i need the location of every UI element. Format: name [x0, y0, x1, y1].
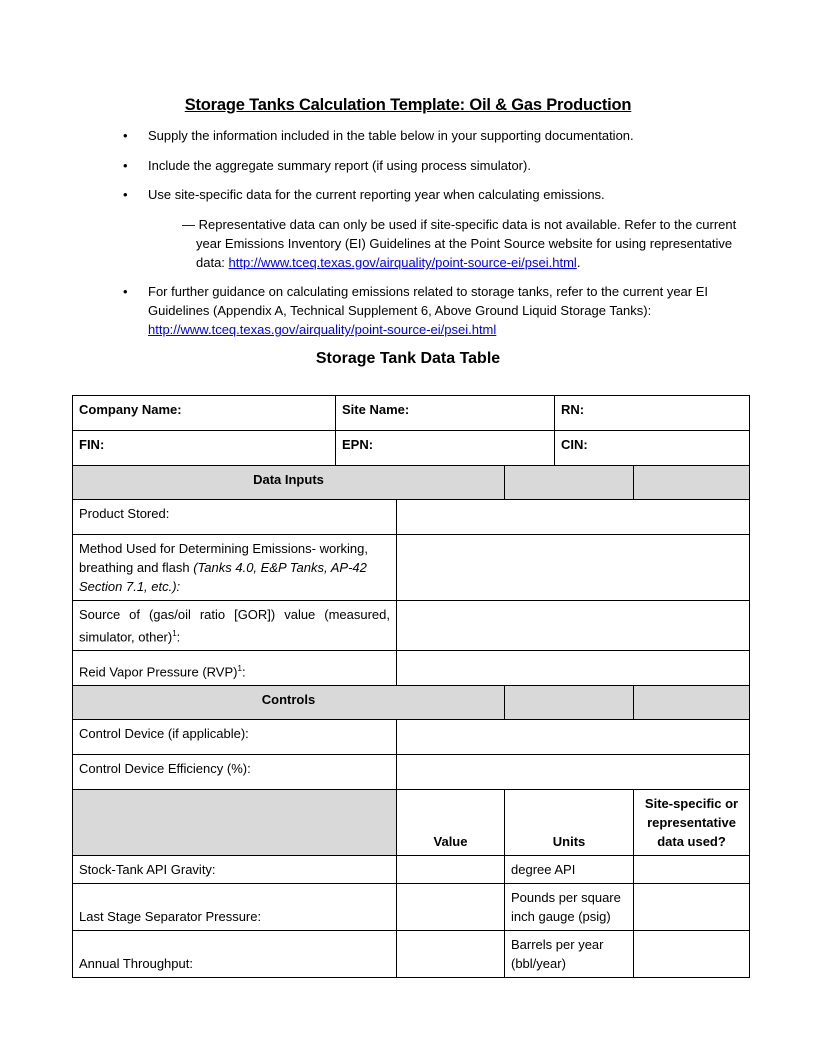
bullet-icon: •	[123, 187, 128, 202]
separator-pressure-source-input[interactable]	[634, 884, 750, 931]
table-row	[73, 931, 750, 978]
dash-icon: —	[182, 217, 195, 232]
product-stored-label: Product Stored:	[73, 500, 397, 535]
method-input[interactable]	[397, 535, 750, 601]
cin-field[interactable]: CIN:	[555, 431, 750, 466]
shade-cell	[634, 466, 750, 500]
sub-bullet-text: Representative data can only be used if site-specific data is not available. Refer to the current year Emissions Inventory (EI) Guidelines at the Point Source website for using representative data:	[196, 217, 737, 270]
api-gravity-units: degree API	[505, 856, 634, 884]
rvp-input[interactable]	[397, 651, 750, 686]
value-column-header: Value	[397, 790, 505, 856]
table-row	[73, 431, 750, 466]
section-header-controls	[73, 686, 750, 720]
control-efficiency-input[interactable]	[397, 755, 750, 790]
method-text: Method Used for Determining Emissions- working, breathing and flash	[79, 541, 368, 575]
site-name-field[interactable]: Site Name:	[336, 396, 555, 431]
source-gor-input[interactable]	[397, 601, 750, 651]
sub-bullet-period: .	[576, 255, 581, 270]
annual-throughput-source-input[interactable]	[634, 931, 750, 978]
method-label	[73, 535, 397, 601]
bullet-icon: •	[123, 128, 128, 143]
bullet-text: For further guidance on calculating emissions related to storage tanks, refer to the current year EI Guidelines (Appendix A, Technical Supplement 6, Above Ground Liquid Storage Tanks):	[148, 284, 709, 318]
company-name-field[interactable]: Company Name:	[73, 396, 336, 431]
bullet-item	[120, 185, 605, 204]
method-examples: (Tanks 4.0, E&P Tanks, AP-42 Section 7.1, etc.):	[79, 560, 367, 594]
bullet-icon: •	[123, 158, 128, 173]
psei-link[interactable]: http://www.tceq.texas.gov/airquality/point-source-ei/psei.html	[228, 255, 577, 270]
document-title: Storage Tanks Calculation Template: Oil & Gas Production	[184, 96, 632, 114]
table-row	[73, 500, 750, 535]
shade-cell	[505, 466, 634, 500]
site-specific-column-header: Site-specific or representative data used?	[634, 790, 750, 856]
rvp-label: Reid Vapor Pressure (RVP)$^1$:	[73, 651, 397, 686]
bullet-text: Use site-specific data for the current reporting year when calculating emissions.	[148, 187, 605, 202]
bullet-icon: •	[123, 284, 128, 299]
bullet-item	[120, 126, 634, 145]
table-row	[73, 601, 750, 651]
rn-field[interactable]: RN:	[555, 396, 750, 431]
guidelines-link[interactable]: http://www.tceq.texas.gov/airquality/point-source-ei/psei.html	[148, 322, 497, 337]
bullet-item	[120, 156, 531, 175]
separator-pressure-label: Last Stage Separator Pressure:	[73, 884, 397, 931]
shade-cell	[505, 686, 634, 720]
table-row	[73, 856, 750, 884]
column-header-row	[73, 790, 750, 856]
controls-heading: Controls	[73, 686, 505, 720]
bullet-item	[120, 282, 760, 339]
annual-throughput-label: Annual Throughput:	[73, 931, 397, 978]
api-gravity-label: Stock-Tank API Gravity:	[73, 856, 397, 884]
table-row	[73, 884, 750, 931]
table-row	[73, 755, 750, 790]
table-row	[73, 720, 750, 755]
units-column-header: Units	[505, 790, 634, 856]
table-row	[73, 535, 750, 601]
table-title: Storage Tank Data Table	[315, 350, 501, 367]
table-row	[73, 396, 750, 431]
control-efficiency-label: Control Device Efficiency (%):	[73, 755, 397, 790]
separator-pressure-value-input[interactable]	[397, 884, 505, 931]
api-gravity-source-input[interactable]	[634, 856, 750, 884]
section-header-data-inputs	[73, 466, 750, 500]
shade-cell	[634, 686, 750, 720]
fin-field[interactable]: FIN:	[73, 431, 336, 466]
annual-throughput-value-input[interactable]	[397, 931, 505, 978]
annual-throughput-units: Barrels per year (bbl/year)	[505, 931, 634, 978]
sub-bullet-item	[172, 215, 752, 272]
separator-pressure-units: Pounds per square inch gauge (psig)	[505, 884, 634, 931]
bullet-text: Supply the information included in the table below in your supporting documentation.	[148, 128, 634, 143]
epn-field[interactable]: EPN:	[336, 431, 555, 466]
source-gor-label: Source of (gas/oil ratio [GOR]) value (measured, simulator, other)$^1$:	[73, 601, 397, 651]
bullet-text: Include the aggregate summary report (if using process simulator).	[148, 158, 531, 173]
data-inputs-heading: Data Inputs	[73, 466, 505, 500]
control-device-label: Control Device (if applicable):	[73, 720, 397, 755]
table-row	[73, 651, 750, 686]
shade-cell	[73, 790, 397, 856]
api-gravity-value-input[interactable]	[397, 856, 505, 884]
control-device-input[interactable]	[397, 720, 750, 755]
storage-tank-data-table	[72, 395, 750, 978]
product-stored-input[interactable]	[397, 500, 750, 535]
